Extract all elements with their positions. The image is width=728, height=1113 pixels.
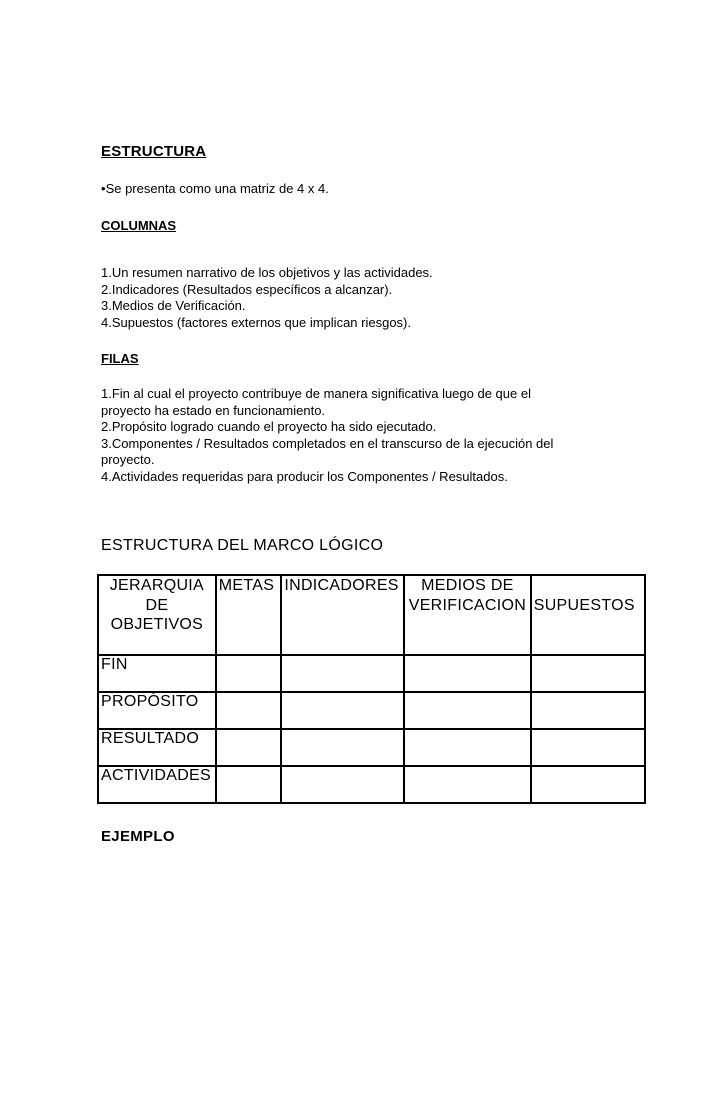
table-cell — [281, 692, 404, 729]
table-cell — [531, 729, 645, 766]
table-cell — [404, 655, 531, 692]
marco-title: ESTRUCTURA DEL MARCO LÓGICO — [101, 537, 384, 554]
bullet-symbol: • — [101, 181, 106, 196]
table-cell — [531, 766, 645, 803]
list-item: 3.Componentes / Resultados completados en el transcurso de la ejecución del — [101, 435, 554, 451]
table-cell — [404, 766, 531, 803]
row-label: RESULTADO — [98, 729, 216, 766]
header-indicadores: INDICADORES — [281, 575, 404, 655]
list-item: proyecto. — [101, 452, 155, 467]
filas-list — [101, 386, 553, 485]
bullet-text: Se presenta como una matriz de 4 x 4. — [105, 181, 329, 196]
list-item: 1.Fin al cual el proyecto contribuye de manera significativa luego de que el — [101, 386, 531, 401]
table-cell — [281, 655, 404, 692]
row-label: FIN — [98, 655, 216, 692]
table-cell — [404, 692, 531, 729]
header-jerarquia: JERARQUIA DE OBJETIVOS — [98, 575, 216, 655]
table-row — [98, 655, 645, 692]
table-cell — [216, 655, 282, 692]
table-row — [98, 692, 645, 729]
table-cell — [531, 655, 645, 692]
table-row — [98, 766, 645, 803]
table-cell — [281, 729, 404, 766]
table-cell — [216, 766, 282, 803]
estructura-heading: ESTRUCTURA — [101, 143, 207, 160]
list-item: 3.Medios de Verificación. — [101, 298, 246, 313]
header-metas: METAS — [216, 575, 282, 655]
list-item: 1.Un resumen narrativo de los objetivos y las actividades. — [101, 265, 433, 280]
row-label: ACTIVIDADES — [98, 766, 216, 803]
table-cell — [404, 729, 531, 766]
header-supuestos: SUPUESTOS — [531, 575, 645, 655]
table-cell — [531, 692, 645, 729]
list-item: 2.Indicadores (Resultados específicos a alcanzar). — [101, 281, 393, 297]
columnas-list — [101, 265, 433, 331]
bullet-line — [101, 181, 329, 198]
table-row — [98, 729, 645, 766]
list-item: proyecto ha estado en funcionamiento. — [101, 402, 326, 418]
list-item: 4.Actividades requeridas para producir los Componentes / Resultados. — [101, 468, 508, 484]
columnas-heading: COLUMNAS — [101, 218, 177, 233]
table-header-row — [98, 575, 645, 655]
table-cell — [281, 766, 404, 803]
list-item: 2.Propósito logrado cuando el proyecto ha sido ejecutado. — [101, 419, 437, 434]
table-cell — [216, 692, 282, 729]
list-item: 4.Supuestos (factores externos que implican riesgos). — [101, 314, 411, 330]
marco-logico-table — [97, 574, 646, 804]
table-cell — [216, 729, 282, 766]
header-medios: MEDIOS DE VERIFICACION — [404, 575, 531, 655]
row-label: PROPÓSITO — [98, 692, 216, 729]
filas-heading: FILAS — [101, 351, 139, 366]
ejemplo-heading: EJEMPLO — [101, 828, 175, 845]
